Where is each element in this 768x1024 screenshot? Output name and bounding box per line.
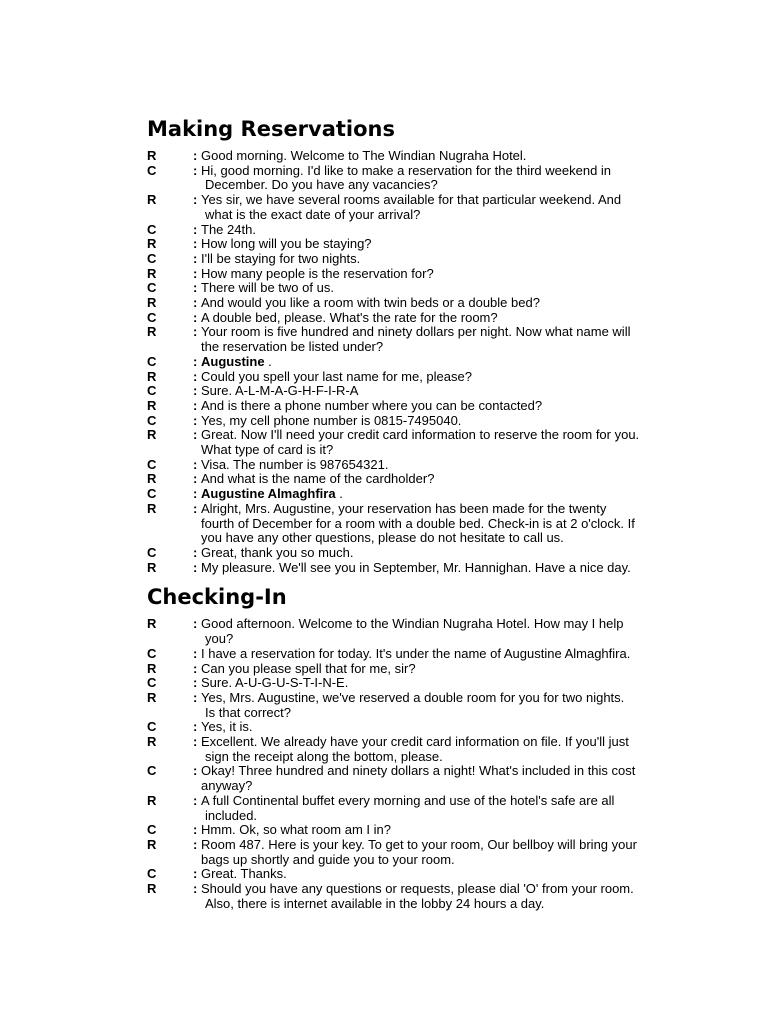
- section-title: Checking-In: [147, 585, 287, 610]
- line-text: [201, 414, 707, 429]
- line-text-main: Hi, good morning. I'd like to make a reservation for the third weekend in: [201, 162, 612, 178]
- speaker-label: C: [147, 719, 157, 735]
- line-text: [201, 355, 707, 370]
- speaker-separator: :: [193, 309, 198, 325]
- line-text: [201, 428, 707, 443]
- dialogue-continuation-line: [147, 443, 707, 458]
- line-text-main: Great. Thanks.: [201, 866, 287, 882]
- speaker-label: C: [147, 412, 157, 428]
- line-text-main: Yes, my cell phone number is 0815-7495040.: [201, 412, 462, 428]
- section-title: Making Reservations: [147, 117, 396, 141]
- line-text: [201, 296, 707, 311]
- speaker-separator: :: [193, 616, 198, 632]
- speaker-label: R: [147, 792, 157, 808]
- speaker-separator: :: [193, 689, 198, 705]
- line-text-main: Okay! Three hundred and ninety dollars a night! What's included in this cost: [201, 763, 636, 779]
- line-text-main: Good morning. Welcome to The Windian Nugraha Hotel.: [201, 148, 527, 163]
- speaker-separator: :: [193, 881, 198, 897]
- line-text: bags up shortly and guide you to your room.: [201, 851, 455, 867]
- line-text-main: And is there a phone number where you can be contacted?: [201, 397, 543, 413]
- line-text-main: Augustine Almaghfira: [201, 486, 336, 502]
- line-text: anyway?: [201, 778, 253, 794]
- line-text: [201, 370, 707, 385]
- dialogue-continuation-line: [147, 340, 707, 355]
- line-text-main: Yes, Mrs. Augustine, we've reserved a double room for you for two nights.: [201, 689, 625, 705]
- speaker-separator: :: [193, 250, 198, 266]
- line-text: [201, 691, 707, 706]
- speaker-label: R: [147, 500, 157, 516]
- dialogue-continuation-line: [147, 706, 707, 721]
- speaker-separator: :: [193, 645, 198, 661]
- speaker-label: C: [147, 221, 157, 237]
- speaker-label: C: [147, 250, 157, 266]
- line-text-main: Can you please spell that for me, sir?: [201, 660, 416, 676]
- line-text: fourth of December for a room with a double bed. Check-in is at 2 o'clock. If: [201, 515, 635, 531]
- speaker-label: C: [147, 162, 157, 178]
- line-text-main: I'll be staying for two nights.: [201, 250, 361, 266]
- dialogue-line: [147, 149, 707, 164]
- line-text: you have any other questions, please do not hesitate to call us.: [201, 530, 564, 546]
- line-text: What type of card is it?: [201, 442, 334, 458]
- dialogue-line: [147, 662, 707, 677]
- dialogue-line: [147, 384, 707, 399]
- line-text-main: Should you have any questions or requests, please dial 'O' from your room.: [201, 881, 634, 897]
- line-text: [201, 502, 707, 517]
- dialogue-line: [147, 823, 707, 838]
- dialogue-line: [147, 794, 707, 809]
- line-text: [201, 193, 707, 208]
- speaker-separator: :: [193, 822, 198, 838]
- speaker-label: C: [147, 280, 157, 296]
- dialogue-line: [147, 647, 707, 662]
- dialogue-line: [147, 252, 707, 267]
- dialogue-line: [147, 502, 707, 517]
- speaker-separator: :: [193, 544, 198, 560]
- speaker-separator: :: [193, 295, 198, 311]
- speaker-label: R: [147, 559, 157, 575]
- speaker-separator: :: [193, 734, 198, 750]
- speaker-label: R: [147, 616, 157, 632]
- line-text-main: Yes, it is.: [201, 719, 253, 735]
- line-text-main: Good afternoon. Welcome to the Windian Nugraha Hotel. How may I help: [201, 616, 624, 632]
- line-text-main: My pleasure. We'll see you in September, Mr. Hannighan. Have a nice day.: [201, 559, 631, 575]
- dialogue-line: [147, 237, 707, 252]
- line-text: [201, 267, 707, 282]
- dialogue-line: [147, 867, 707, 882]
- speaker-separator: :: [193, 192, 198, 208]
- section-making-reservations: [147, 116, 707, 575]
- speaker-separator: :: [193, 456, 198, 472]
- dialogue-continuation-line: [147, 750, 707, 765]
- speaker-label: R: [147, 148, 157, 163]
- line-text: [201, 252, 707, 267]
- speaker-separator: :: [193, 280, 198, 296]
- document-page: [147, 116, 707, 911]
- speaker-separator: :: [193, 265, 198, 281]
- speaker-separator: :: [193, 412, 198, 428]
- line-text: you?: [205, 631, 234, 647]
- line-text: [201, 676, 707, 691]
- line-text-main: Great, thank you so much.: [201, 544, 354, 560]
- line-text-main: Visa. The number is 987654321.: [201, 456, 389, 472]
- speaker-label: R: [147, 295, 157, 311]
- line-text: included.: [205, 807, 258, 823]
- line-text: [201, 662, 707, 677]
- dialogue-continuation-line: [147, 531, 707, 546]
- line-text: the reservation be listed under?: [201, 339, 384, 355]
- dialogue-line: [147, 720, 707, 735]
- speaker-label: C: [147, 353, 157, 369]
- line-text: [201, 735, 707, 750]
- dialogue-line: [147, 325, 707, 340]
- line-text-main: Excellent. We already have your credit card information on file. If you'll just: [201, 734, 629, 750]
- dialogue-line: [147, 838, 707, 853]
- dialogue-line: [147, 882, 707, 897]
- dialogue-line: [147, 164, 707, 179]
- speaker-separator: :: [193, 368, 198, 384]
- speaker-label: R: [147, 836, 157, 852]
- line-text-main: How many people is the reservation for?: [201, 265, 434, 281]
- dialogue-line: [147, 764, 707, 779]
- speaker-label: C: [147, 383, 157, 399]
- dialogue-continuation-line: [147, 779, 707, 794]
- line-text: [201, 399, 707, 414]
- line-text: [201, 720, 707, 735]
- speaker-separator: :: [193, 471, 198, 487]
- line-text: [201, 838, 707, 853]
- line-text-main: Alright, Mrs. Augustine, your reservation has been made for the twenty: [201, 500, 607, 516]
- line-text-main: Sure. A-U-G-U-S-T-I-N-E.: [201, 675, 349, 691]
- dialogue-continuation-line: [147, 853, 707, 868]
- speaker-label: R: [147, 265, 157, 281]
- line-text: [201, 281, 707, 296]
- line-text: December. Do you have any vacancies?: [205, 177, 438, 193]
- line-text: [201, 867, 707, 882]
- speaker-label: C: [147, 456, 157, 472]
- speaker-separator: :: [193, 383, 198, 399]
- dialogue-continuation-line: [147, 632, 707, 647]
- speaker-label: C: [147, 763, 157, 779]
- speaker-separator: :: [193, 675, 198, 691]
- dialogue-line: [147, 487, 707, 502]
- speaker-label: C: [147, 486, 157, 502]
- line-text: what is the exact date of your arrival?: [205, 206, 421, 222]
- dialogue-line: [147, 296, 707, 311]
- speaker-separator: :: [193, 719, 198, 735]
- speaker-separator: :: [193, 397, 198, 413]
- speaker-separator: :: [193, 148, 198, 163]
- dialogue-line: [147, 414, 707, 429]
- speaker-separator: :: [193, 500, 198, 516]
- dialogue-line: [147, 561, 707, 576]
- line-text-suffix: .: [335, 486, 343, 502]
- speaker-label: R: [147, 689, 157, 705]
- line-text-main: Room 487. Here is your key. To get to your room, Our bellboy will bring your: [201, 836, 637, 852]
- line-text: [201, 472, 707, 487]
- line-text: [201, 546, 707, 561]
- dialogue-line: [147, 311, 707, 326]
- speaker-label: R: [147, 427, 157, 443]
- line-text-main: Your room is five hundred and ninety dollars per night. Now what name will: [201, 324, 631, 340]
- line-text: [201, 237, 707, 252]
- line-text: [201, 384, 707, 399]
- line-text: [201, 223, 707, 238]
- line-text: [201, 617, 707, 632]
- line-text: [201, 311, 707, 326]
- speaker-separator: :: [193, 353, 198, 369]
- speaker-label: C: [147, 866, 157, 882]
- line-text: [201, 164, 707, 179]
- line-text: [201, 794, 707, 809]
- speaker-label: C: [147, 309, 157, 325]
- line-text-main: Sure. A-L-M-A-G-H-F-I-R-A: [201, 383, 359, 399]
- speaker-label: R: [147, 660, 157, 676]
- line-text: [201, 458, 707, 473]
- line-text: [201, 823, 707, 838]
- speaker-label: R: [147, 471, 157, 487]
- line-text-suffix: .: [264, 353, 272, 369]
- dialogue-line: [147, 735, 707, 750]
- line-text-main: The 24th.: [201, 221, 256, 237]
- line-text-main: Augustine: [201, 353, 265, 369]
- line-text-main: Could you spell your last name for me, please?: [201, 368, 472, 384]
- line-text: sign the receipt along the bottom, please.: [205, 748, 443, 764]
- dialogue-line: [147, 691, 707, 706]
- dialogue-line: [147, 355, 707, 370]
- dialogue-line: [147, 399, 707, 414]
- dialogue-continuation-line: [147, 809, 707, 824]
- speaker-label: R: [147, 397, 157, 413]
- dialogue-continuation-line: [147, 897, 707, 912]
- line-text-main: A double bed, please. What's the rate for the room?: [201, 309, 498, 325]
- dialogue-line: [147, 281, 707, 296]
- speaker-label: C: [147, 675, 157, 691]
- speaker-separator: :: [193, 162, 198, 178]
- dialogue-continuation-line: [147, 178, 707, 193]
- dialogue-line: [147, 193, 707, 208]
- line-text-main: Great. Now I'll need your credit card information to reserve the room for you.: [201, 427, 640, 443]
- line-text-main: Hmm. Ok, so what room am I in?: [201, 822, 391, 838]
- dialogue: [147, 617, 707, 911]
- speaker-label: R: [147, 236, 157, 252]
- speaker-label: R: [147, 192, 157, 208]
- line-text: [201, 764, 707, 779]
- speaker-separator: :: [193, 427, 198, 443]
- speaker-separator: :: [193, 763, 198, 779]
- speaker-separator: :: [193, 486, 198, 502]
- speaker-label: R: [147, 881, 157, 897]
- line-text: [201, 149, 707, 164]
- dialogue-line: [147, 370, 707, 385]
- dialogue-line: [147, 617, 707, 632]
- speaker-separator: :: [193, 660, 198, 676]
- line-text-main: And what is the name of the cardholder?: [201, 471, 435, 487]
- line-text: [201, 487, 707, 502]
- speaker-label: R: [147, 324, 157, 340]
- speaker-separator: :: [193, 221, 198, 237]
- line-text-main: How long will you be staying?: [201, 236, 372, 252]
- dialogue-continuation-line: [147, 517, 707, 532]
- line-text: [201, 325, 707, 340]
- line-text: Is that correct?: [205, 704, 291, 720]
- dialogue: [147, 149, 707, 575]
- line-text-main: Yes sir, we have several rooms available for that particular weekend. And: [201, 192, 622, 208]
- dialogue-line: [147, 428, 707, 443]
- speaker-separator: :: [193, 559, 198, 575]
- line-text-main: And would you like a room with twin beds or a double bed?: [201, 295, 540, 311]
- line-text: Also, there is internet available in the lobby 24 hours a day.: [205, 895, 545, 911]
- line-text: [201, 882, 707, 897]
- speaker-separator: :: [193, 236, 198, 252]
- line-text: [201, 561, 707, 576]
- speaker-separator: :: [193, 792, 198, 808]
- speaker-label: R: [147, 368, 157, 384]
- speaker-label: C: [147, 645, 157, 661]
- line-text: [201, 647, 707, 662]
- speaker-separator: :: [193, 866, 198, 882]
- line-text-main: A full Continental buffet every morning and use of the hotel's safe are all: [201, 792, 615, 808]
- dialogue-line: [147, 546, 707, 561]
- section-checking-in: [147, 584, 707, 911]
- line-text-main: I have a reservation for today. It's under the name of Augustine Almaghfira.: [201, 645, 631, 661]
- speaker-separator: :: [193, 324, 198, 340]
- line-text-main: There will be two of us.: [201, 280, 334, 296]
- dialogue-line: [147, 472, 707, 487]
- dialogue-line: [147, 458, 707, 473]
- speaker-label: R: [147, 734, 157, 750]
- speaker-label: C: [147, 822, 157, 838]
- dialogue-line: [147, 676, 707, 691]
- speaker-separator: :: [193, 836, 198, 852]
- speaker-label: C: [147, 544, 157, 560]
- dialogue-line: [147, 223, 707, 238]
- dialogue-line: [147, 267, 707, 282]
- dialogue-continuation-line: [147, 208, 707, 223]
